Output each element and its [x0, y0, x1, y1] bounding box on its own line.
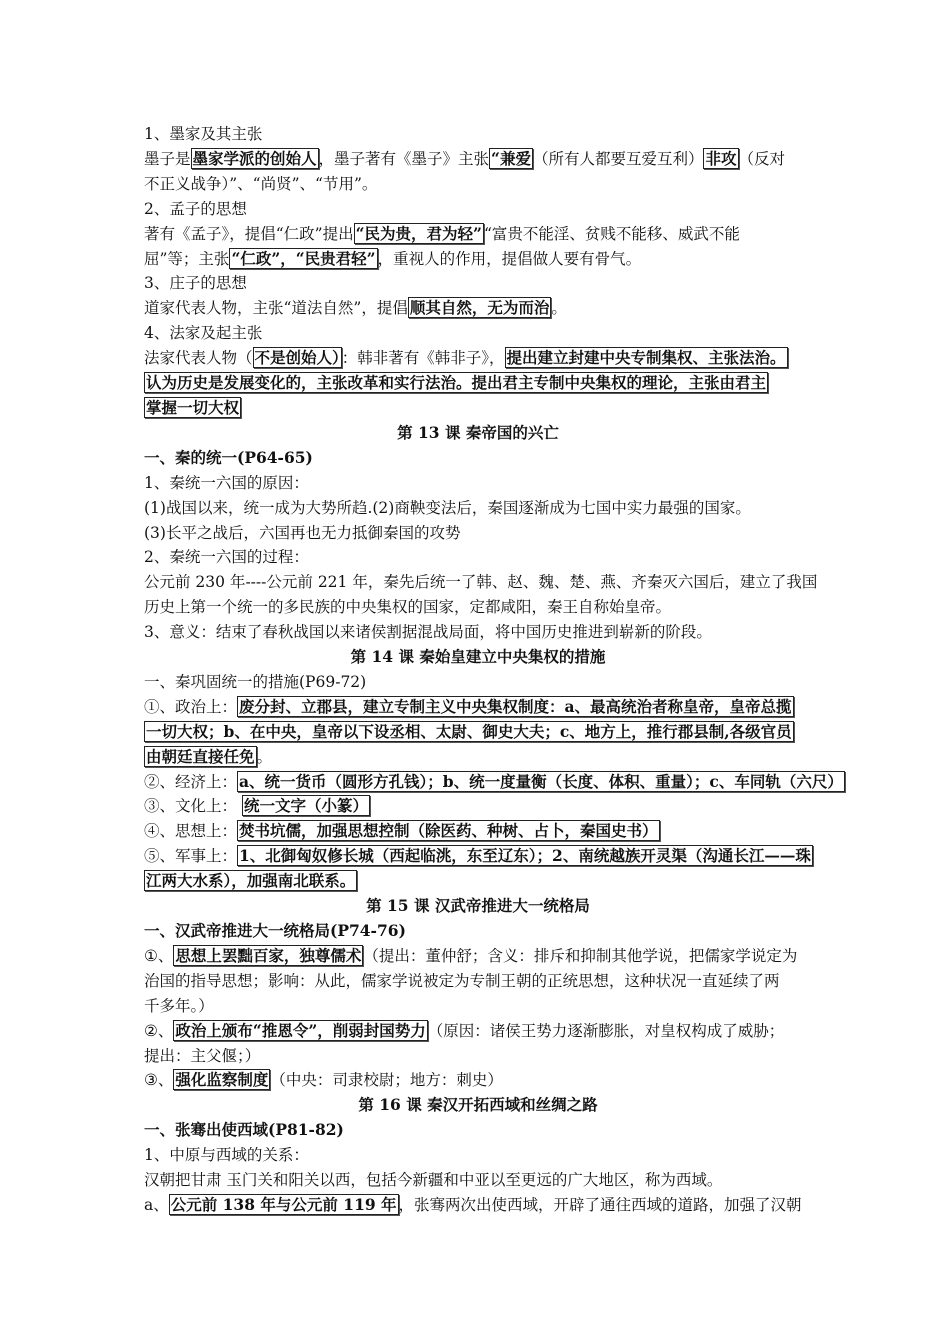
highlight-box: “仁政”，“民贵君轻” [231, 248, 376, 268]
text-line [144, 471, 812, 496]
text-segment: 第 13 课 秦帝国的兴亡 [397, 422, 559, 442]
lesson-heading [144, 1093, 812, 1118]
highlight-box: 焚书坑儒，加强思想控制（除医药、种树、占卜，秦国史书） [239, 821, 658, 841]
text-segment: 第 16 课 秦汉开拓西域和丝绸之路 [358, 1095, 598, 1115]
text-line [144, 819, 812, 844]
text-segment: （反对 [738, 149, 786, 168]
text-segment: 2、孟子的思想 [144, 199, 247, 218]
text-segment: （提出：董仲舒；含义：排斥和抑制其他学说，把儒家学说定为 [363, 946, 798, 965]
highlight-box: 认为历史是发展变化的，主张改革和实行法治。提出君主专制中央集权的理论，主张由君主 [146, 373, 767, 393]
highlight-box: “兼爱 [491, 148, 531, 168]
text-line [144, 770, 843, 795]
text-line [144, 545, 812, 570]
text-line [144, 371, 812, 396]
text-line [144, 570, 818, 595]
lesson-heading [144, 421, 812, 446]
text-line [144, 1118, 812, 1143]
highlight-box: 掌握一切大权 [146, 397, 240, 417]
text-segment: （中央：司隶校尉；地方：刺史） [270, 1071, 503, 1090]
text-segment: ①、 [144, 946, 174, 965]
text-segment: (1)战国以来，统一成为大势所趋.(2)商鞅变法后，秦国逐渐成为七国中实力最强的国家。 [144, 498, 751, 517]
highlight-box: 非攻 [705, 148, 737, 168]
text-segment: (3)长平之战后，六国再也无力抵御秦国的攻势 [144, 523, 461, 542]
text-line [144, 794, 812, 819]
highlight-box: a、统一货币（圆形方孔钱）；b、统一度量衡（长度、体积、重量）；c、车同轨（六尺） [239, 771, 843, 791]
text-segment: 道家代表人物，主张“道法自然”，提倡 [144, 299, 408, 318]
text-segment: 治国的指导思想；影响：从此，儒家学说被定为专制王朝的正统思想，这种状况一直延续了两 [144, 971, 780, 990]
text-segment: 2、秦统一六国的过程： [144, 548, 309, 567]
text-line [144, 521, 812, 546]
text-segment: 一、张骞出使西域(P81-82) [144, 1120, 344, 1140]
text-line [144, 396, 812, 421]
text-segment: 一、汉武帝推进大一统格局(P74-76) [144, 921, 406, 940]
text-line [144, 919, 812, 944]
text-segment: 公元前 230 年----公元前 221 年，秦先后统一了韩、赵、魏、楚、燕、齐秦灭六国后，建立了我国 [144, 573, 818, 592]
text-segment: 一、秦巩固统一的措施(P69-72) [144, 672, 367, 691]
highlight-box: 1、北御匈奴修长城（西起临洮，东至辽东）；2、南统越族开灵渠（沟通长江——珠 [239, 846, 811, 866]
text-segment: （所有人都要互爱互利） [532, 149, 704, 168]
text-segment: ②、 [144, 1021, 174, 1040]
text-line [144, 271, 812, 296]
text-segment: ：韩非著有《韩非子》， [341, 349, 505, 368]
text-segment: 1、秦统一六国的原因： [144, 473, 309, 492]
text-line [144, 969, 812, 994]
text-line [144, 122, 812, 147]
text-line [144, 994, 812, 1019]
text-line [144, 172, 812, 197]
text-line [144, 496, 812, 521]
text-line [144, 620, 812, 645]
document-page [144, 122, 843, 1218]
highlight-box: 统一文字（小篆） [243, 796, 368, 816]
highlight-box: 由朝廷直接任免 [146, 746, 255, 766]
text-segment: “富贵不能淫、贫贱不能移、威武不能 [483, 224, 740, 243]
text-segment: ③、文化上： [144, 797, 242, 816]
text-segment: 第 14 课 秦始皇建立中央集权的措施 [350, 647, 606, 667]
text-segment: 3、意义：结束了春秋战国以来诸侯割据混战局面，将中国历史推进到崭新的阶段。 [144, 623, 712, 642]
highlight-box: “民为贵，君为轻” [355, 223, 482, 243]
text-line [144, 1193, 812, 1218]
text-line [144, 944, 812, 969]
text-segment: 汉朝把甘肃 玉门关和阳关以西，包括今新疆和中亚以至更远的广大地区，称为西域。 [144, 1171, 723, 1190]
text-line [144, 869, 812, 894]
text-segment: 一、秦的统一(P64-65) [144, 447, 313, 467]
text-line [144, 1143, 812, 1168]
highlight-box: 江两大水系），加强南北联系。 [146, 871, 356, 891]
text-line [144, 595, 812, 620]
text-line [144, 346, 812, 371]
text-line [144, 695, 812, 720]
text-line [144, 720, 812, 745]
text-segment: 历史上第一个统一的多民族的中央集权的国家，定都咸阳，秦王自称始皇帝。 [144, 598, 672, 617]
text-line [144, 844, 812, 869]
text-segment: ，张骞两次出使西域，开辟了通往西域的道路，加强了汉朝 [398, 1195, 802, 1214]
text-segment: 屈”等；主张 [144, 249, 230, 268]
text-line [144, 321, 812, 346]
text-segment: 著有《孟子》，提倡“仁政”提出 [144, 224, 354, 243]
highlight-box: 政治上颁布“推恩令”，削弱封国势力 [175, 1020, 426, 1040]
text-line [144, 247, 812, 272]
highlight-box: 顺其自然，无为而治 [409, 298, 550, 318]
text-segment: ，墨子著有《墨子》主张 [318, 149, 490, 168]
text-segment: 1、中原与西域的关系： [144, 1146, 309, 1165]
text-line [144, 745, 812, 770]
text-segment: 法家代表人物（ [144, 349, 253, 368]
text-line [144, 222, 812, 247]
text-line [144, 1068, 812, 1093]
text-line [144, 296, 812, 321]
highlight-box: 墨家学派的创始人 [192, 148, 317, 168]
text-segment: ④、思想上： [144, 822, 238, 841]
text-segment: 提出：主父偃；） [144, 1046, 261, 1065]
text-segment: 。 [256, 747, 273, 766]
highlight-box: 思想上罢黜百家，独尊儒术 [175, 945, 362, 965]
text-line [144, 670, 812, 695]
text-segment: 千多年。） [144, 996, 214, 1015]
lesson-heading [144, 645, 812, 670]
text-segment: 1、墨家及其主张 [144, 125, 263, 143]
text-line [144, 1044, 812, 1069]
highlight-box: 强化监察制度 [175, 1070, 269, 1090]
highlight-box: 提出建立封建中央专制集权、主张法治。 [506, 348, 786, 368]
text-line [144, 197, 812, 222]
highlight-box: 不是创始人） [254, 348, 340, 368]
text-line [144, 147, 812, 172]
text-segment: a、 [144, 1195, 169, 1214]
highlight-box: 废分封、立郡县，建立专制主义中央集权制度：a、最高统治者称皇帝，皇帝总揽 [239, 696, 792, 716]
text-segment: （原因：诸侯王势力逐渐膨胀，对皇权构成了威胁； [427, 1021, 785, 1040]
highlight-box: 公元前 138 年与公元前 119 年 [170, 1194, 397, 1214]
text-line [144, 1168, 812, 1193]
highlight-box: 一切大权；b、在中央，皇帝以下设丞相、太尉、御史大夫；c、地方上，推行郡县制,各级官员 [146, 721, 792, 741]
text-segment: 不正义战争）”、“尚贤”、“节用”。 [144, 174, 378, 193]
text-segment: 墨子是 [144, 149, 191, 168]
lesson-heading [144, 894, 812, 919]
text-segment: ，重视人的作用，提倡做人要有骨气。 [377, 249, 642, 268]
text-segment: ⑤、军事上： [144, 847, 238, 866]
text-segment: ③、 [144, 1071, 174, 1090]
text-segment: 。 [551, 299, 567, 318]
text-segment: 4、法家及起主张 [144, 324, 263, 343]
text-segment: ①、政治上： [144, 697, 238, 716]
text-line [144, 446, 812, 471]
text-segment: 3、庄子的思想 [144, 274, 247, 293]
text-segment: 第 15 课 汉武帝推进大一统格局 [366, 896, 590, 916]
text-line [144, 1019, 812, 1044]
text-segment: ②、经济上： [144, 772, 238, 791]
